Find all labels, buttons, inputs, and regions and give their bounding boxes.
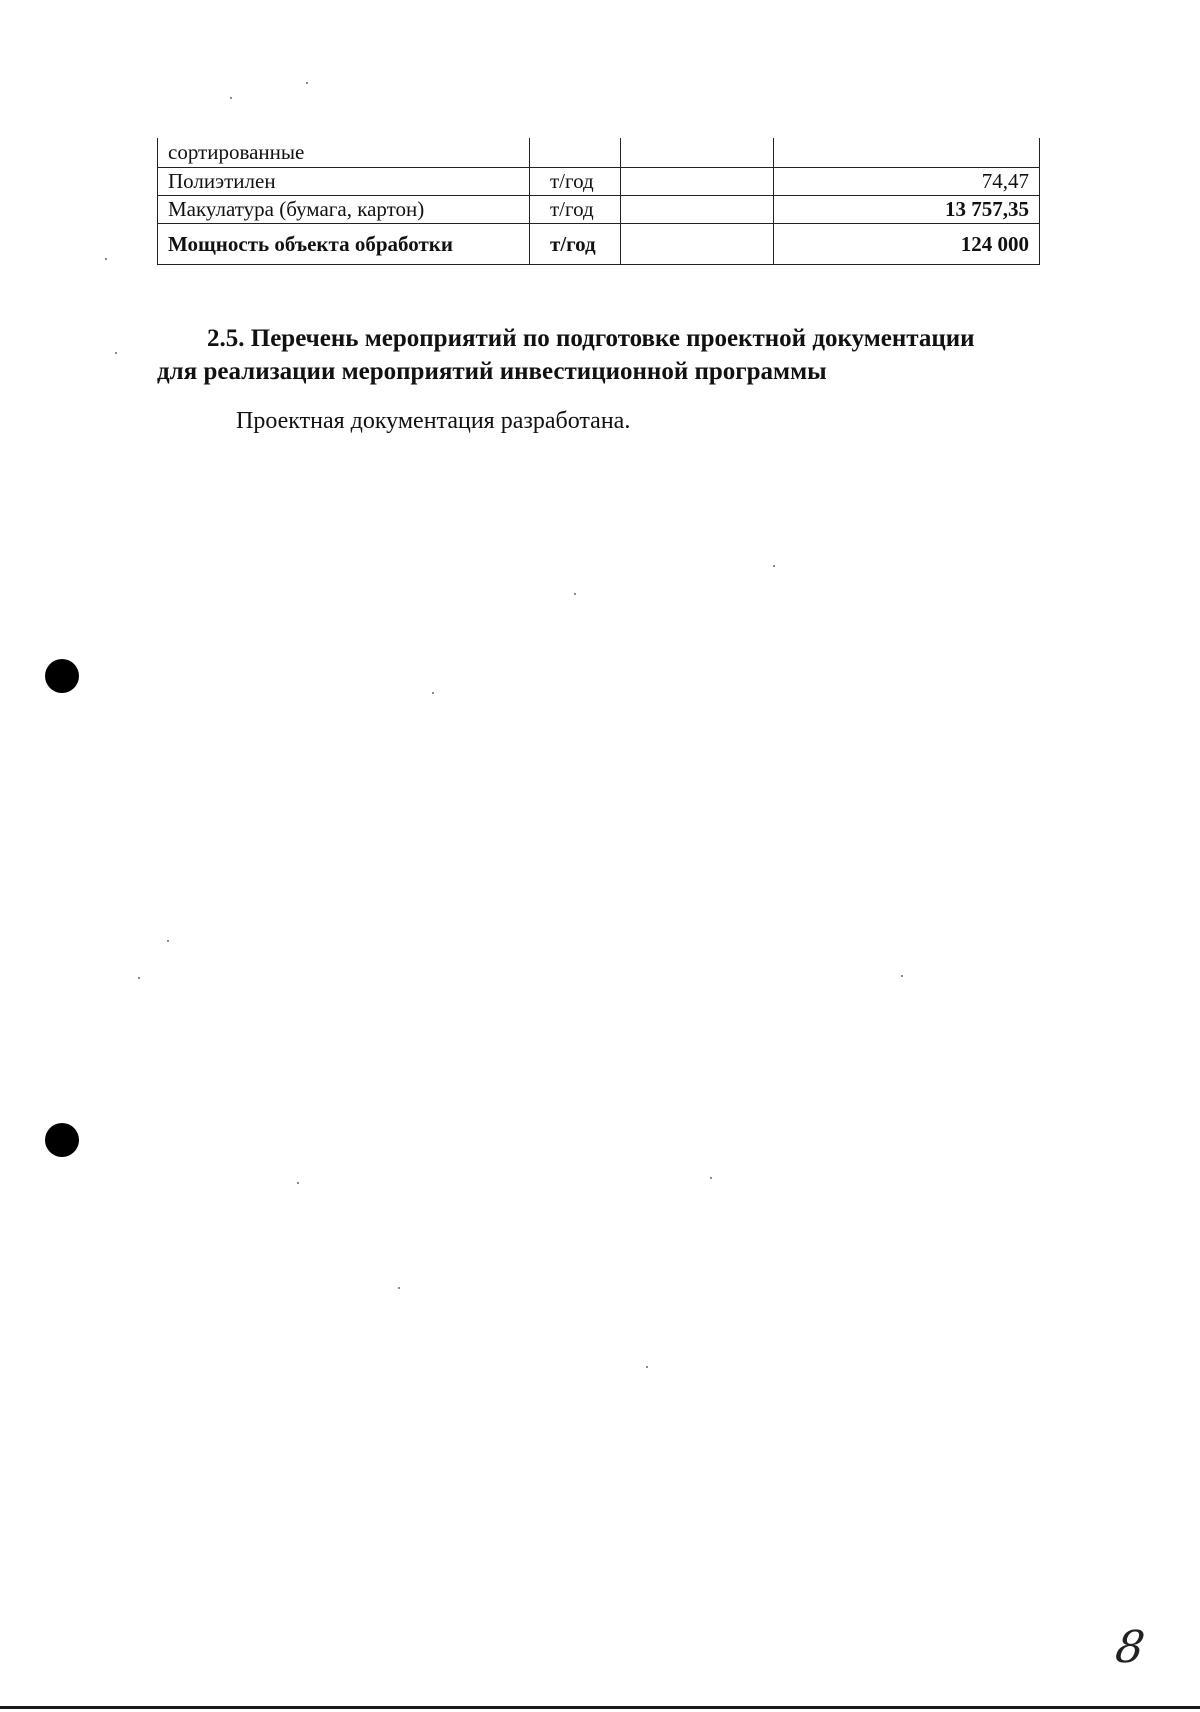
row-col3 xyxy=(621,196,774,224)
section-text: Проектная документация разработана. xyxy=(236,408,631,434)
scan-speck xyxy=(398,1287,400,1289)
table-row xyxy=(158,138,1040,168)
row-name: Полиэтилен xyxy=(158,168,530,196)
section-heading xyxy=(157,322,1057,388)
page-number: 8 xyxy=(1112,1622,1148,1673)
scan-speck xyxy=(432,692,434,694)
scan-speck xyxy=(105,258,107,260)
table-row xyxy=(158,168,1040,196)
heading-line-2: для реализации мероприятий инвестиционной программы xyxy=(157,358,827,385)
waste-table xyxy=(157,138,1040,265)
row-value: 13 757,35 xyxy=(774,196,1040,224)
row-value: 74,47 xyxy=(774,168,1040,196)
scan-speck xyxy=(167,940,169,942)
scan-bottom-edge xyxy=(0,1706,1200,1709)
total-col3 xyxy=(621,224,774,265)
row-unit xyxy=(530,138,621,168)
punch-hole-icon xyxy=(45,659,79,693)
scan-speck xyxy=(138,977,140,979)
row-value xyxy=(774,138,1040,168)
scan-speck xyxy=(901,975,903,977)
heading-line-1: 2.5. Перечень мероприятий по подготовке проектной документации xyxy=(207,325,975,352)
scan-speck xyxy=(306,82,308,84)
row-col3 xyxy=(621,168,774,196)
total-value: 124 000 xyxy=(774,224,1040,265)
scan-speck xyxy=(646,1366,648,1368)
scan-speck xyxy=(710,1177,712,1179)
row-name: сортированные xyxy=(158,138,530,168)
scan-speck xyxy=(574,593,576,595)
scan-speck xyxy=(773,565,775,567)
scan-speck xyxy=(297,1182,299,1184)
total-unit: т/год xyxy=(530,224,621,265)
table-row xyxy=(158,196,1040,224)
row-unit: т/год xyxy=(530,168,621,196)
row-col3 xyxy=(621,138,774,168)
table-total-row xyxy=(158,224,1040,265)
total-name: Мощность объекта обработки xyxy=(158,224,530,265)
row-unit: т/год xyxy=(530,196,621,224)
punch-hole-icon xyxy=(45,1123,79,1157)
row-name: Макулатура (бумага, картон) xyxy=(158,196,530,224)
scan-speck xyxy=(115,352,117,354)
scan-speck xyxy=(230,97,232,99)
